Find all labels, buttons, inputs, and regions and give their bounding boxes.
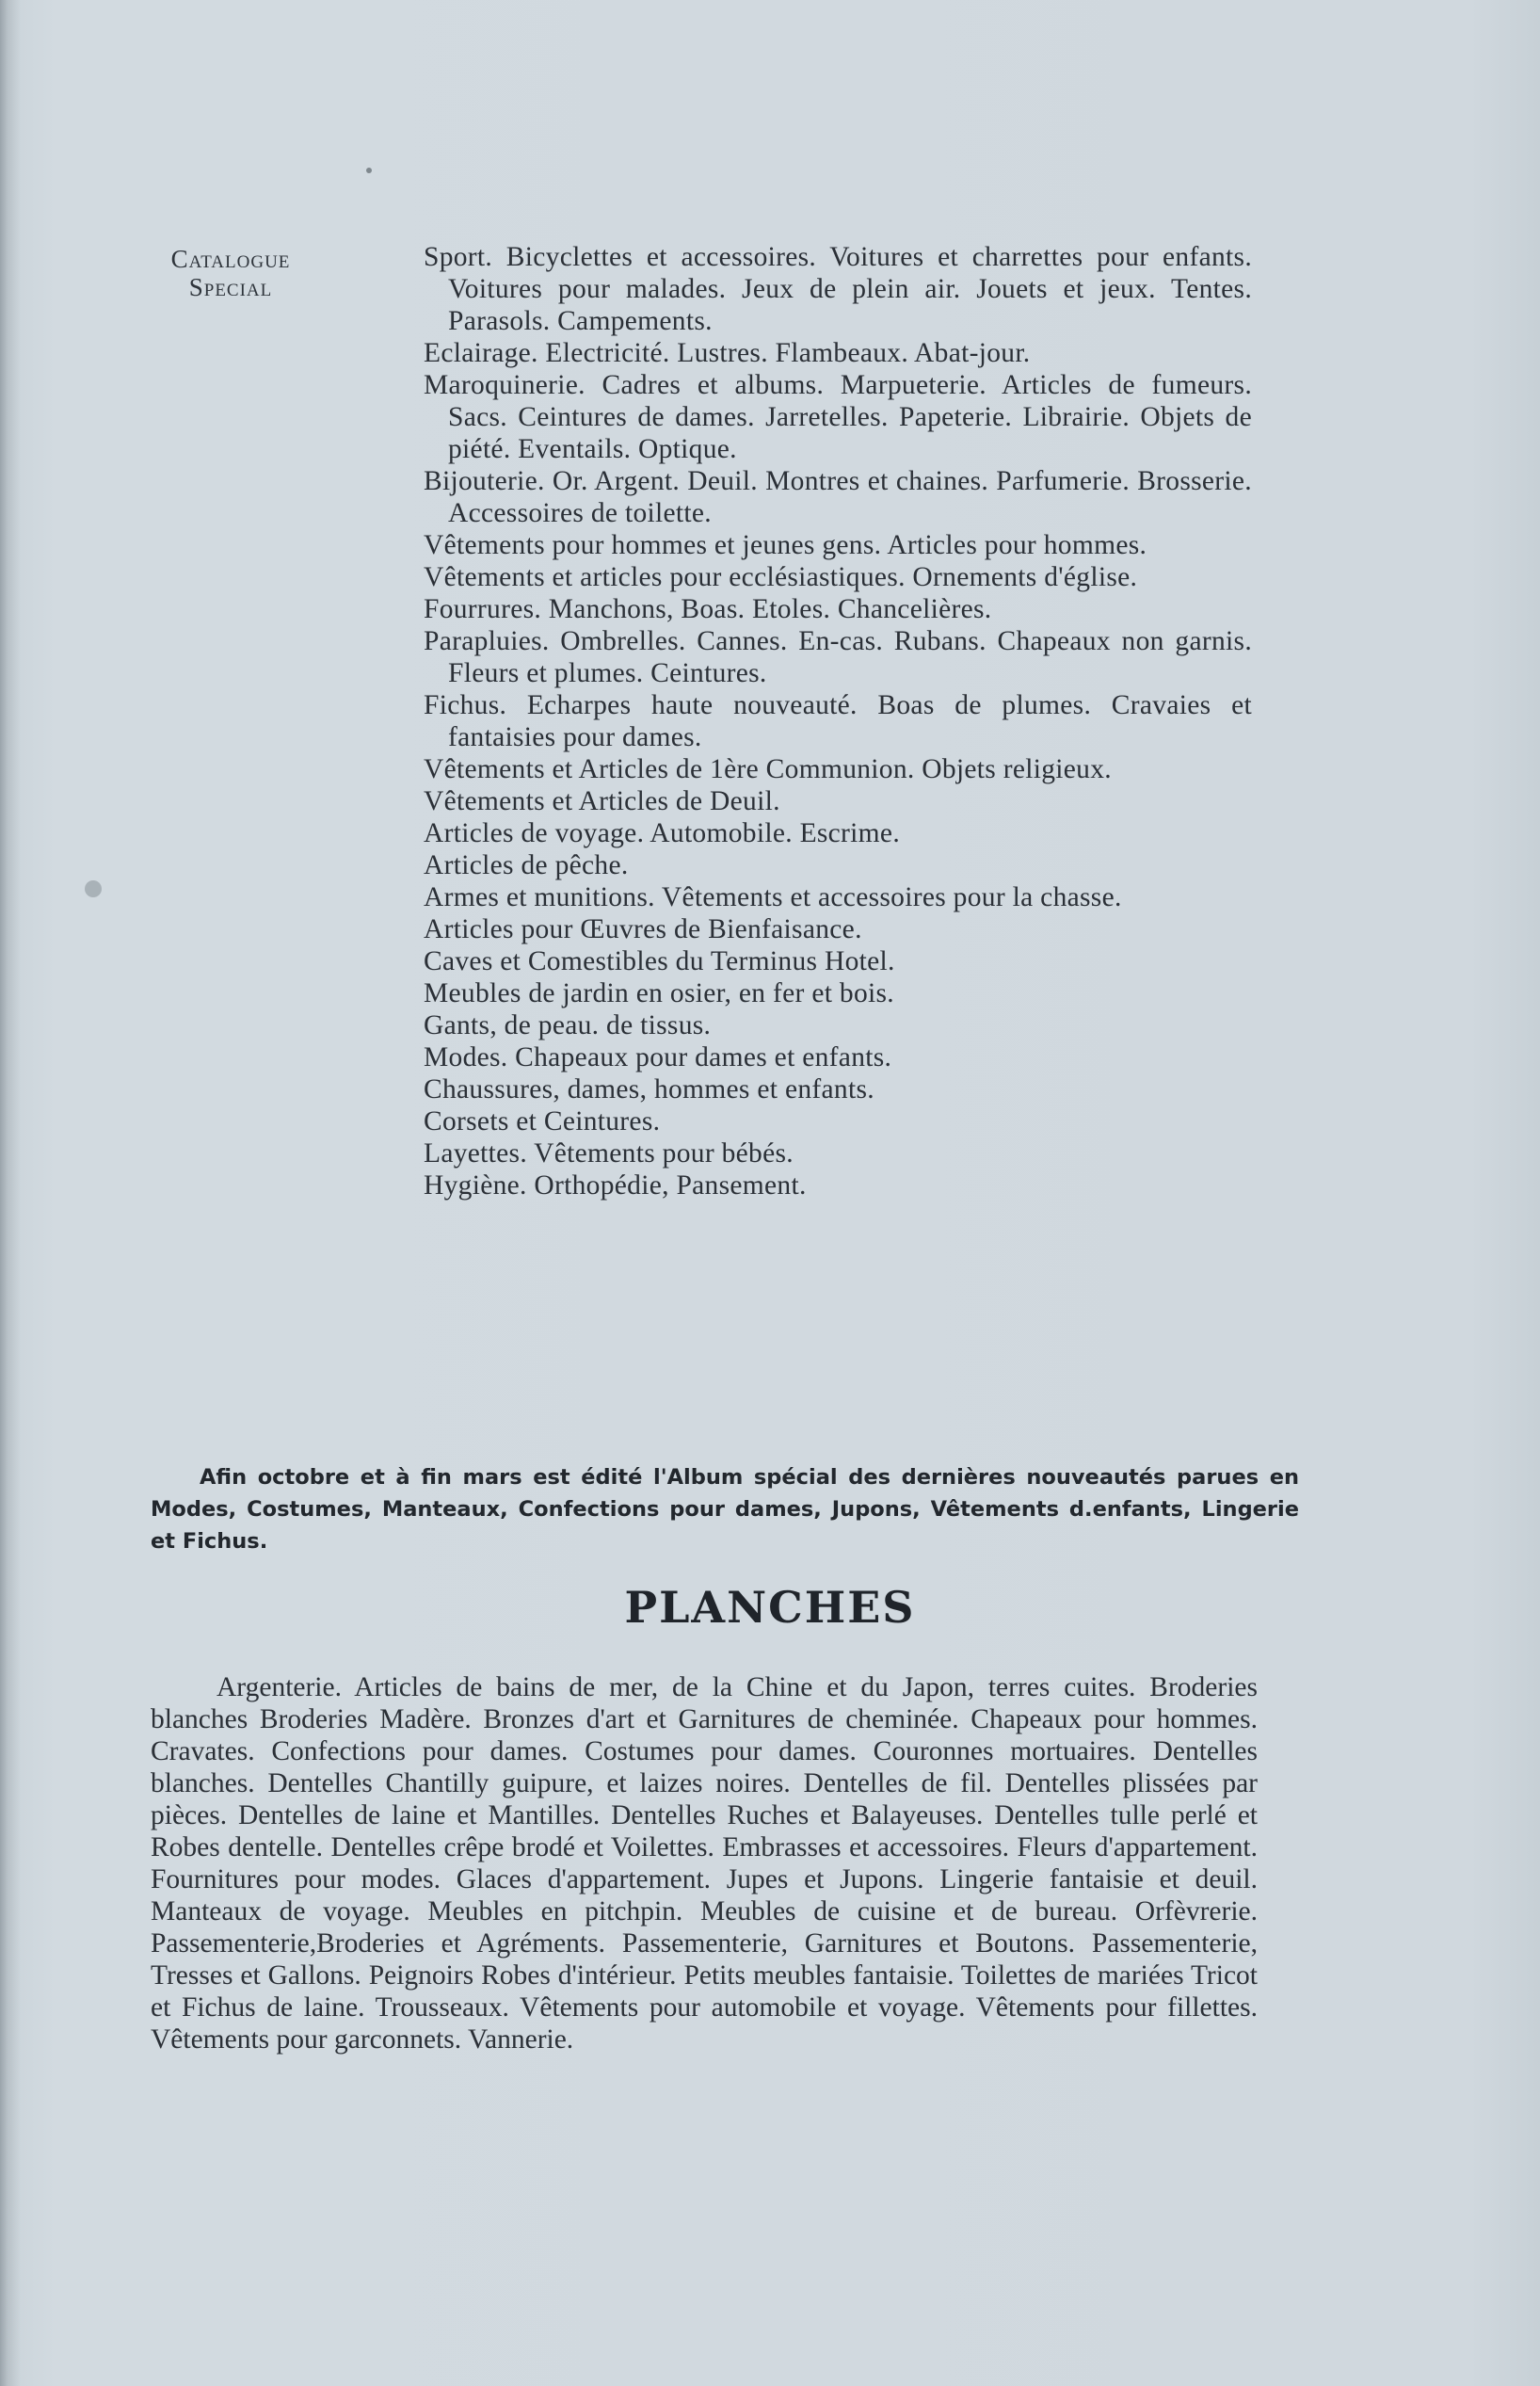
list-item: Hygiène. Orthopédie, Pansement. <box>424 1170 807 1201</box>
list-item: Modes. Chapeaux pour dames et enfants. <box>424 1042 892 1072</box>
list-item: Eclairage. Electricité. Lustres. Flambeaux. Abat-jour. <box>424 338 1031 368</box>
section-title: PLANCHES <box>624 1582 916 1633</box>
side-label-line2: Special <box>188 273 273 301</box>
list-item: Meubles de jardin en osier, en fer et bois. <box>424 978 894 1008</box>
list-item: Sport. Bicyclettes et accessoires. Voitures et charrettes pour enfants. Voitures pour malades. Jeux de plein air. Jouets et jeux. Tentes. Parasols. Campements. <box>424 242 1252 336</box>
album-notice: Afin octobre et à fin mars est édité l'Album spécial des dernières nouveautés parues en Modes, Costumes, Manteaux, Confections pour dames, Jupons, Vêtements d.enfants, Lingerie et Fichus. <box>151 1465 1299 1554</box>
list-item: Articles de voyage. Automobile. Escrime. <box>424 818 900 848</box>
list-item: Vêtements pour hommes et jeunes gens. Articles pour hommes. <box>424 530 1147 560</box>
list-item: Fourrures. Manchons, Boas. Etoles. Chancelières. <box>424 594 992 624</box>
paper-speck <box>366 168 372 173</box>
planches-paragraph: Argenterie. Articles de bains de mer, de la Chine et du Japon, terres cuites. Broderies blanches Broderies Madère. Bronzes d'art et Garnitures de cheminée. Chapeaux pour hommes. Cravates. Confections pour dames. Costumes pour dames. Couronnes mortuaires. Dentelles blanches. Dentelles Chantilly guipure, et laizes noires. Dentelles de fil. Dentelles plissées par pièces. Dentelles de laine et Mantilles. Dentelles Ruches et Balayeuses. Dentelles tulle perlé et Robes dentelle. Dentelles crêpe brodé et Voilettes. Embrasses et accessoires. Fleurs d'appartement. Fournitures pour modes. Glaces d'appartement. Jupes et Jupons. Lingerie fantaisie et deuil. Manteaux de voyage. Meubles en pitchpin. Meubles de cuisine et de bureau. Orfèvrerie. Passementerie,Broderies et Agréments. Passementerie, Garnitures et Boutons. Passementerie, Tresses et Gallons. Peignoirs Robes d'intérieur. Petits meubles fantaisie. Toilettes de mariées Tricot et Fichus de laine. Trousseaux. Vêtements pour automobile et voyage. Vêtements pour fillettes. Vêtements pour garconnets. Vannerie. <box>151 1672 1258 2055</box>
list-item: Parapluies. Ombrelles. Cannes. En-cas. Rubans. Chapeaux non garnis. Fleurs et plumes. Ceintures. <box>424 626 1252 688</box>
list-item: Vêtements et Articles de 1ère Communion. Objets religieux. <box>424 754 1112 784</box>
catalogue-list <box>424 241 1252 1201</box>
list-item: Fichus. Echarpes haute nouveauté. Boas de plumes. Cravaies et fantaisies pour dames. <box>424 690 1252 752</box>
catalogue-special-label <box>132 245 329 301</box>
list-item: Layettes. Vêtements pour bébés. <box>424 1138 794 1169</box>
list-item: Chaussures, dames, hommes et enfants. <box>424 1074 874 1104</box>
list-item: Corsets et Ceintures. <box>424 1106 661 1137</box>
list-item: Bijouterie. Or. Argent. Deuil. Montres et chaines. Parfumerie. Brosserie. Accessoires de toilette. <box>424 466 1252 528</box>
paper-speck <box>85 880 102 897</box>
list-item: Articles de pêche. <box>424 850 629 880</box>
list-item: Articles pour Œuvres de Bienfaisance. <box>424 914 862 944</box>
list-item: Gants, de peau. de tissus. <box>424 1010 712 1040</box>
list-item: Caves et Comestibles du Terminus Hotel. <box>424 946 895 976</box>
side-label-line1: Catalogue <box>170 245 291 273</box>
list-item: Maroquinerie. Cadres et albums. Marpueterie. Articles de fumeurs. Sacs. Ceintures de dames. Jarretelles. Papeterie. Librairie. Objets de piété. Eventails. Optique. <box>424 370 1252 464</box>
list-item: Vêtements et articles pour ecclésiastiques. Ornements d'église. <box>424 562 1138 592</box>
list-item: Armes et munitions. Vêtements et accessoires pour la chasse. <box>424 882 1122 912</box>
list-item: Vêtements et Articles de Deuil. <box>424 786 780 816</box>
